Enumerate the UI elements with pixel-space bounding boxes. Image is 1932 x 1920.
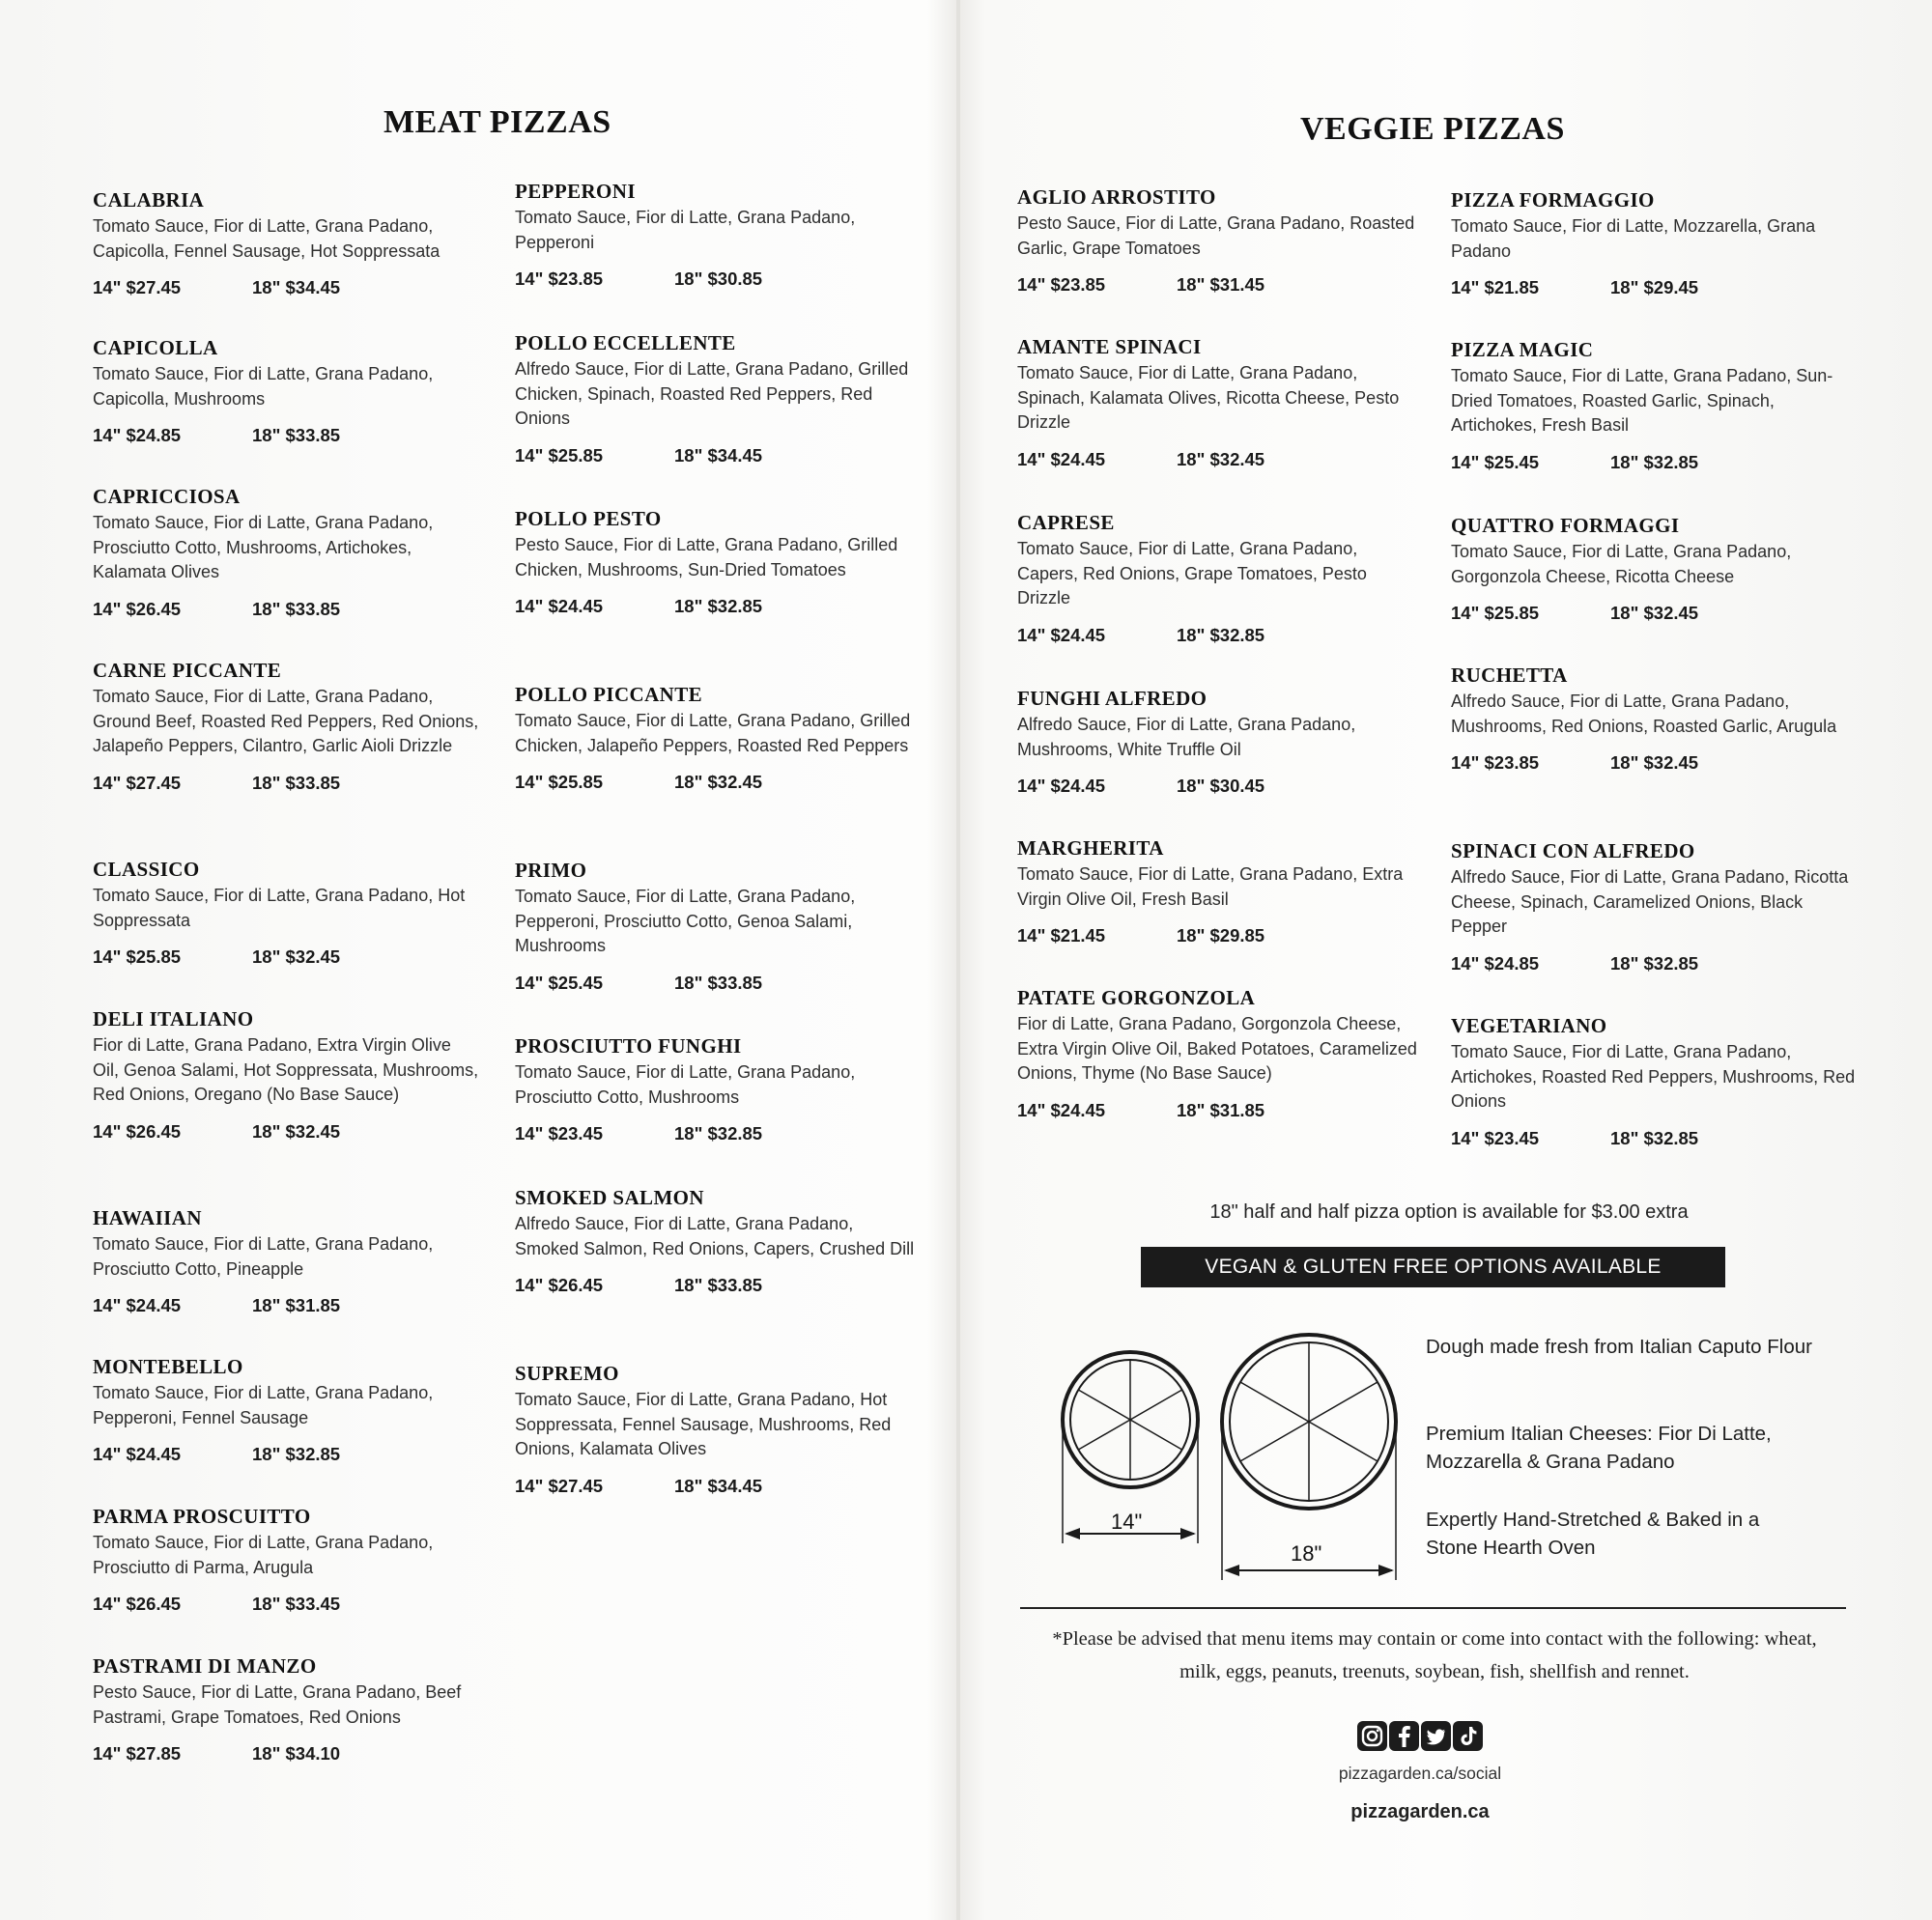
item-name: SMOKED SALMON — [515, 1186, 704, 1209]
price-14: 14" $25.85 — [93, 946, 182, 967]
price-14: 14" $25.85 — [515, 444, 604, 466]
item-prices — [1451, 953, 1857, 976]
menu-item-caprese — [1017, 510, 1423, 648]
item-prices — [93, 1295, 479, 1318]
item-description: Tomato Sauce, Fior di Latte, Grana Padano, Hot Soppressata — [93, 886, 466, 930]
price-18: 18" $34.45 — [674, 1475, 763, 1496]
item-name: CLASSICO — [93, 858, 200, 881]
menu-item-deli-italiano — [93, 1006, 479, 1144]
menu-item-classico — [93, 857, 479, 970]
item-prices — [93, 1594, 479, 1617]
item-name: PIZZA FORMAGGIO — [1451, 188, 1655, 212]
price-18: 18" $32.45 — [1610, 603, 1699, 623]
menu-item-capricciosa — [93, 484, 479, 622]
item-description: Alfredo Sauce, Fior di Latte, Grana Padano, Mushrooms, Red Onions, Roasted Garlic, Arugula — [1451, 692, 1837, 736]
menu-item-pollo-piccante — [515, 682, 921, 795]
facebook-icon[interactable] — [1389, 1721, 1419, 1751]
item-prices — [1017, 776, 1423, 799]
menu-item-aglio-arrostito — [1017, 184, 1423, 297]
price-14: 14" $25.45 — [1451, 451, 1540, 472]
price-14: 14" $24.45 — [93, 1295, 182, 1315]
item-description: Tomato Sauce, Fior di Latte, Grana Padano, Grilled Chicken, Jalapeño Peppers, Roasted Red Peppers — [515, 711, 911, 755]
item-name: MARGHERITA — [1017, 836, 1164, 860]
price-18: 18" $31.45 — [1177, 274, 1265, 295]
price-14: 14" $23.85 — [1017, 274, 1106, 295]
menu-item-pizza-formaggio — [1451, 187, 1857, 300]
item-name: PARMA PROSCUITTO — [93, 1505, 311, 1528]
item-name: POLLO PICCANTE — [515, 683, 703, 706]
size-18-label: 18" — [1291, 1541, 1322, 1566]
price-18: 18" $34.10 — [252, 1743, 341, 1764]
item-name: AMANTE SPINACI — [1017, 335, 1202, 358]
item-name: POLLO ECCELLENTE — [515, 331, 736, 354]
price-18: 18" $32.85 — [674, 596, 763, 616]
website-link[interactable]: pizzagarden.ca — [1350, 1801, 1490, 1822]
pizza-size-diagram — [1053, 1325, 1420, 1586]
item-name: VEGETARIANO — [1451, 1014, 1607, 1037]
price-18: 18" $32.85 — [1610, 1127, 1699, 1148]
item-description: Tomato Sauce, Fior di Latte, Grana Padano, Artichokes, Roasted Red Peppers, Mushrooms, Red Onions — [1451, 1042, 1856, 1111]
menu-item-amante-spinaci — [1017, 334, 1423, 472]
price-18: 18" $32.45 — [674, 772, 763, 792]
item-description: Tomato Sauce, Fior di Latte, Grana Padano, Prosciutto Cotto, Mushrooms, Artichokes, Kalamata Olives — [93, 513, 434, 581]
vegan-gluten-free-banner: VEGAN & GLUTEN FREE OPTIONS AVAILABLE — [1141, 1247, 1725, 1287]
item-name: CARNE PICCANTE — [93, 659, 282, 682]
item-description: Tomato Sauce, Fior di Latte, Grana Padano, Hot Soppressata, Fennel Sausage, Mushrooms, Red Onions, Kalamata Olives — [515, 1390, 892, 1458]
price-18: 18" $32.85 — [252, 1444, 341, 1464]
price-14: 14" $24.85 — [93, 425, 182, 445]
item-prices — [1451, 1128, 1857, 1151]
item-name: AGLIO ARROSTITO — [1017, 185, 1216, 209]
menu-item-carne-piccante — [93, 658, 479, 796]
menu-item-montebello — [93, 1354, 479, 1467]
price-14: 14" $26.45 — [93, 1594, 182, 1614]
price-14: 14" $26.45 — [93, 598, 182, 619]
menu-item-margherita — [1017, 835, 1423, 948]
price-14: 14" $24.85 — [1451, 952, 1540, 974]
menu-item-supremo — [515, 1361, 921, 1499]
item-prices — [1451, 603, 1857, 626]
price-14: 14" $27.45 — [93, 277, 182, 297]
divider — [1020, 1607, 1846, 1609]
item-name: CAPRESE — [1017, 511, 1115, 534]
menu-item-pizza-magic — [1451, 337, 1857, 475]
item-prices — [515, 973, 921, 996]
item-description: Tomato Sauce, Fior di Latte, Grana Padano, Capers, Red Onions, Grape Tomatoes, Pesto Drizzle — [1017, 539, 1367, 607]
item-description: Tomato Sauce, Fior di Latte, Grana Padano, Capicolla, Fennel Sausage, Hot Soppressata — [93, 216, 440, 261]
price-18: 18" $29.45 — [1610, 277, 1699, 297]
item-prices — [515, 1476, 921, 1499]
item-prices — [515, 596, 921, 619]
size-14-label: 14" — [1111, 1510, 1143, 1534]
item-description: Tomato Sauce, Fior di Latte, Grana Padano, Pepperoni, Prosciutto Cotto, Genoa Salami, Mushrooms — [515, 887, 856, 955]
instagram-icon[interactable] — [1357, 1721, 1387, 1751]
item-prices — [93, 277, 479, 300]
item-prices — [515, 772, 921, 795]
item-prices — [515, 445, 921, 468]
price-14: 14" $21.45 — [1017, 925, 1106, 946]
item-prices — [93, 773, 479, 796]
price-18: 18" $32.85 — [1610, 952, 1699, 974]
menu-item-funghi-alfredo — [1017, 686, 1423, 799]
item-description: Tomato Sauce, Fior di Latte, Grana Padano, Ground Beef, Roasted Red Peppers, Red Onions, Jalapeño Peppers, Cilantro, Garlic Aioli Drizzle — [93, 687, 479, 755]
price-14: 14" $25.85 — [1451, 603, 1540, 623]
price-18: 18" $32.85 — [1610, 451, 1699, 472]
item-description: Tomato Sauce, Fior di Latte, Grana Padano, Gorgonzola Cheese, Ricotta Cheese — [1451, 542, 1792, 586]
item-prices — [1451, 277, 1857, 300]
social-link[interactable]: pizzagarden.ca/social — [1338, 1764, 1502, 1783]
item-description: Alfredo Sauce, Fior di Latte, Grana Padano, Ricotta Cheese, Spinach, Caramelized Onions, Black Pepper — [1451, 867, 1849, 936]
item-description: Tomato Sauce, Fior di Latte, Grana Padano, Sun-Dried Tomatoes, Roasted Garlic, Spinach, Artichokes, Fresh Basil — [1451, 366, 1833, 435]
item-prices — [93, 1121, 479, 1144]
page-fold — [956, 0, 960, 1920]
item-description: Tomato Sauce, Fior di Latte, Grana Padano, Prosciutto di Parma, Arugula — [93, 1533, 434, 1577]
item-prices — [1017, 1100, 1423, 1123]
item-name: MONTEBELLO — [93, 1355, 243, 1378]
price-18: 18" $32.45 — [252, 1120, 341, 1142]
price-18: 18" $31.85 — [252, 1295, 341, 1315]
item-description: Tomato Sauce, Fior di Latte, Grana Padano, Pepperoni, Fennel Sausage — [93, 1383, 434, 1427]
price-14: 14" $27.85 — [93, 1743, 182, 1764]
price-14: 14" $23.45 — [1451, 1127, 1540, 1148]
item-description: Pesto Sauce, Fior di Latte, Grana Padano, Roasted Garlic, Grape Tomatoes — [1017, 213, 1415, 258]
menu-item-ruchetta — [1451, 663, 1857, 776]
feature-cheeses: Premium Italian Cheeses: Fior Di Latte, Mozzarella & Grana Padano — [1426, 1423, 1772, 1473]
menu-item-calabria — [93, 187, 479, 300]
item-name: FUNGHI ALFREDO — [1017, 687, 1208, 710]
item-prices — [1451, 452, 1857, 475]
item-description: Pesto Sauce, Fior di Latte, Grana Padano, Beef Pastrami, Grape Tomatoes, Red Onions — [93, 1682, 462, 1727]
item-description: Pesto Sauce, Fior di Latte, Grana Padano, Grilled Chicken, Mushrooms, Sun-Dried Tomatoes — [515, 535, 898, 579]
menu-item-pastrami-di-manzo — [93, 1653, 479, 1766]
item-prices — [515, 268, 921, 292]
social-icons — [1357, 1721, 1483, 1752]
menu-item-parma-proscuitto — [93, 1504, 479, 1617]
menu-item-pollo-pesto — [515, 506, 921, 619]
item-name: PASTRAMI DI MANZO — [93, 1654, 317, 1678]
price-14: 14" $27.45 — [93, 772, 182, 793]
feature-dough: Dough made fresh from Italian Caputo Flour — [1426, 1336, 1812, 1358]
menu-item-smoked-salmon — [515, 1185, 921, 1298]
item-prices — [515, 1123, 921, 1146]
price-14: 14" $21.85 — [1451, 277, 1540, 297]
menu-item-capicolla — [93, 335, 479, 448]
item-name: PATATE GORGONZOLA — [1017, 986, 1256, 1009]
price-18: 18" $30.45 — [1177, 776, 1265, 796]
price-14: 14" $24.45 — [1017, 448, 1106, 469]
item-prices — [93, 599, 479, 622]
price-14: 14" $23.85 — [1451, 752, 1540, 773]
price-18: 18" $34.45 — [674, 444, 763, 466]
price-14: 14" $25.45 — [515, 972, 604, 993]
item-description: Tomato Sauce, Fior di Latte, Grana Padano, Prosciutto Cotto, Pineapple — [93, 1234, 434, 1279]
item-prices — [93, 946, 479, 970]
price-18: 18" $33.85 — [674, 972, 763, 993]
item-description: Tomato Sauce, Fior di Latte, Grana Padano, Pepperoni — [515, 208, 856, 252]
meat-pizzas-title: MEAT PIZZAS — [384, 104, 611, 140]
price-18: 18" $31.85 — [1177, 1099, 1265, 1120]
price-18: 18" $33.85 — [674, 1275, 763, 1295]
item-name: CALABRIA — [93, 188, 205, 212]
menu-item-vegetariano — [1451, 1013, 1857, 1151]
price-18: 18" $33.85 — [252, 772, 341, 793]
item-prices — [1017, 625, 1423, 648]
menu-item-spinaci-con-alfredo — [1451, 838, 1857, 976]
item-prices — [515, 1275, 921, 1298]
item-description: Tomato Sauce, Fior di Latte, Grana Padano, Spinach, Kalamata Olives, Ricotta Cheese, Pesto Drizzle — [1017, 363, 1400, 432]
feature-oven: Expertly Hand-Stretched & Baked in a Stone Hearth Oven — [1426, 1509, 1760, 1559]
item-name: RUCHETTA — [1451, 664, 1568, 687]
price-14: 14" $23.85 — [515, 268, 604, 289]
item-description: Tomato Sauce, Fior di Latte, Mozzarella, Grana Padano — [1451, 216, 1816, 261]
price-18: 18" $33.85 — [252, 598, 341, 619]
price-14: 14" $24.45 — [1017, 776, 1106, 796]
price-18: 18" $32.85 — [1177, 624, 1265, 645]
item-name: POLLO PESTO — [515, 507, 662, 530]
item-prices — [1451, 752, 1857, 776]
item-name: SUPREMO — [515, 1362, 619, 1385]
item-prices — [1017, 925, 1423, 948]
item-prices — [1017, 449, 1423, 472]
item-prices — [93, 1743, 479, 1766]
item-name: PEPPERONI — [515, 180, 636, 203]
item-name: CAPRICCIOSA — [93, 485, 241, 508]
item-name: HAWAIIAN — [93, 1206, 202, 1229]
price-18: 18" $32.45 — [1610, 752, 1699, 773]
price-18: 18" $32.85 — [674, 1123, 763, 1144]
item-description: Fior di Latte, Grana Padano, Extra Virgin Olive Oil, Genoa Salami, Hot Soppressata, Mushrooms, Red Onions, Oregano (No Base Sauce) — [93, 1035, 479, 1104]
item-prices — [93, 1444, 479, 1467]
price-14: 14" $23.45 — [515, 1123, 604, 1144]
item-description: Fior di Latte, Grana Padano, Gorgonzola Cheese, Extra Virgin Olive Oil, Baked Potatoes, Caramelized Onions, Thyme (No Base Sauce) — [1017, 1014, 1417, 1083]
price-14: 14" $26.45 — [515, 1275, 604, 1295]
price-18: 18" $32.45 — [252, 946, 341, 967]
price-18: 18" $34.45 — [252, 277, 341, 297]
item-name: DELI ITALIANO — [93, 1007, 254, 1031]
item-name: CAPICOLLA — [93, 336, 218, 359]
half-and-half-note: 18" half and half pizza option is available for $3.00 extra — [1209, 1201, 1689, 1223]
item-name: PIZZA MAGIC — [1451, 338, 1594, 361]
price-14: 14" $24.45 — [515, 596, 604, 616]
menu-item-quattro-formaggi — [1451, 513, 1857, 626]
item-description: Alfredo Sauce, Fior di Latte, Grana Padano, Mushrooms, White Truffle Oil — [1017, 715, 1356, 759]
veggie-pizzas-title: VEGGIE PIZZAS — [1300, 111, 1565, 147]
tiktok-icon[interactable] — [1453, 1721, 1483, 1751]
menu-item-pepperoni — [515, 179, 921, 292]
price-18: 18" $30.85 — [674, 268, 763, 289]
item-description: Tomato Sauce, Fior di Latte, Grana Padano, Capicolla, Mushrooms — [93, 364, 434, 409]
item-description: Tomato Sauce, Fior di Latte, Grana Padano, Extra Virgin Olive Oil, Fresh Basil — [1017, 864, 1404, 909]
price-18: 18" $32.45 — [1177, 448, 1265, 469]
menu-item-pollo-eccellente — [515, 330, 921, 468]
item-name: SPINACI CON ALFREDO — [1451, 839, 1695, 862]
price-14: 14" $24.45 — [1017, 624, 1106, 645]
price-18: 18" $33.45 — [252, 1594, 341, 1614]
price-18: 18" $33.85 — [252, 425, 341, 445]
price-14: 14" $25.85 — [515, 772, 604, 792]
menu-item-patate-gorgonzola — [1017, 985, 1423, 1123]
item-description: Alfredo Sauce, Fior di Latte, Grana Padano, Grilled Chicken, Spinach, Roasted Red Peppers, Red Onions — [515, 359, 909, 428]
item-name: PRIMO — [515, 859, 587, 882]
price-18: 18" $29.85 — [1177, 925, 1265, 946]
item-prices — [1017, 274, 1423, 297]
item-prices — [93, 425, 479, 448]
item-name: PROSCIUTTO FUNGHI — [515, 1034, 742, 1058]
menu-item-hawaiian — [93, 1205, 479, 1318]
allergen-advisory: *Please be advised that menu items may contain or come into contact with the following: wheat, milk, eggs, peanuts, treenuts, soybean, fish, shellfish and rennet. — [1052, 1628, 1817, 1682]
twitter-icon[interactable] — [1421, 1721, 1451, 1751]
item-description: Tomato Sauce, Fior di Latte, Grana Padano, Prosciutto Cotto, Mushrooms — [515, 1062, 856, 1107]
price-14: 14" $24.45 — [93, 1444, 182, 1464]
menu-item-prosciutto-funghi — [515, 1033, 921, 1146]
price-14: 14" $27.45 — [515, 1475, 604, 1496]
item-description: Alfredo Sauce, Fior di Latte, Grana Padano, Smoked Salmon, Red Onions, Capers, Crushed Dill — [515, 1214, 915, 1258]
price-14: 14" $24.45 — [1017, 1099, 1106, 1120]
item-name: QUATTRO FORMAGGI — [1451, 514, 1680, 537]
menu-item-primo — [515, 858, 921, 996]
price-14: 14" $26.45 — [93, 1120, 182, 1142]
